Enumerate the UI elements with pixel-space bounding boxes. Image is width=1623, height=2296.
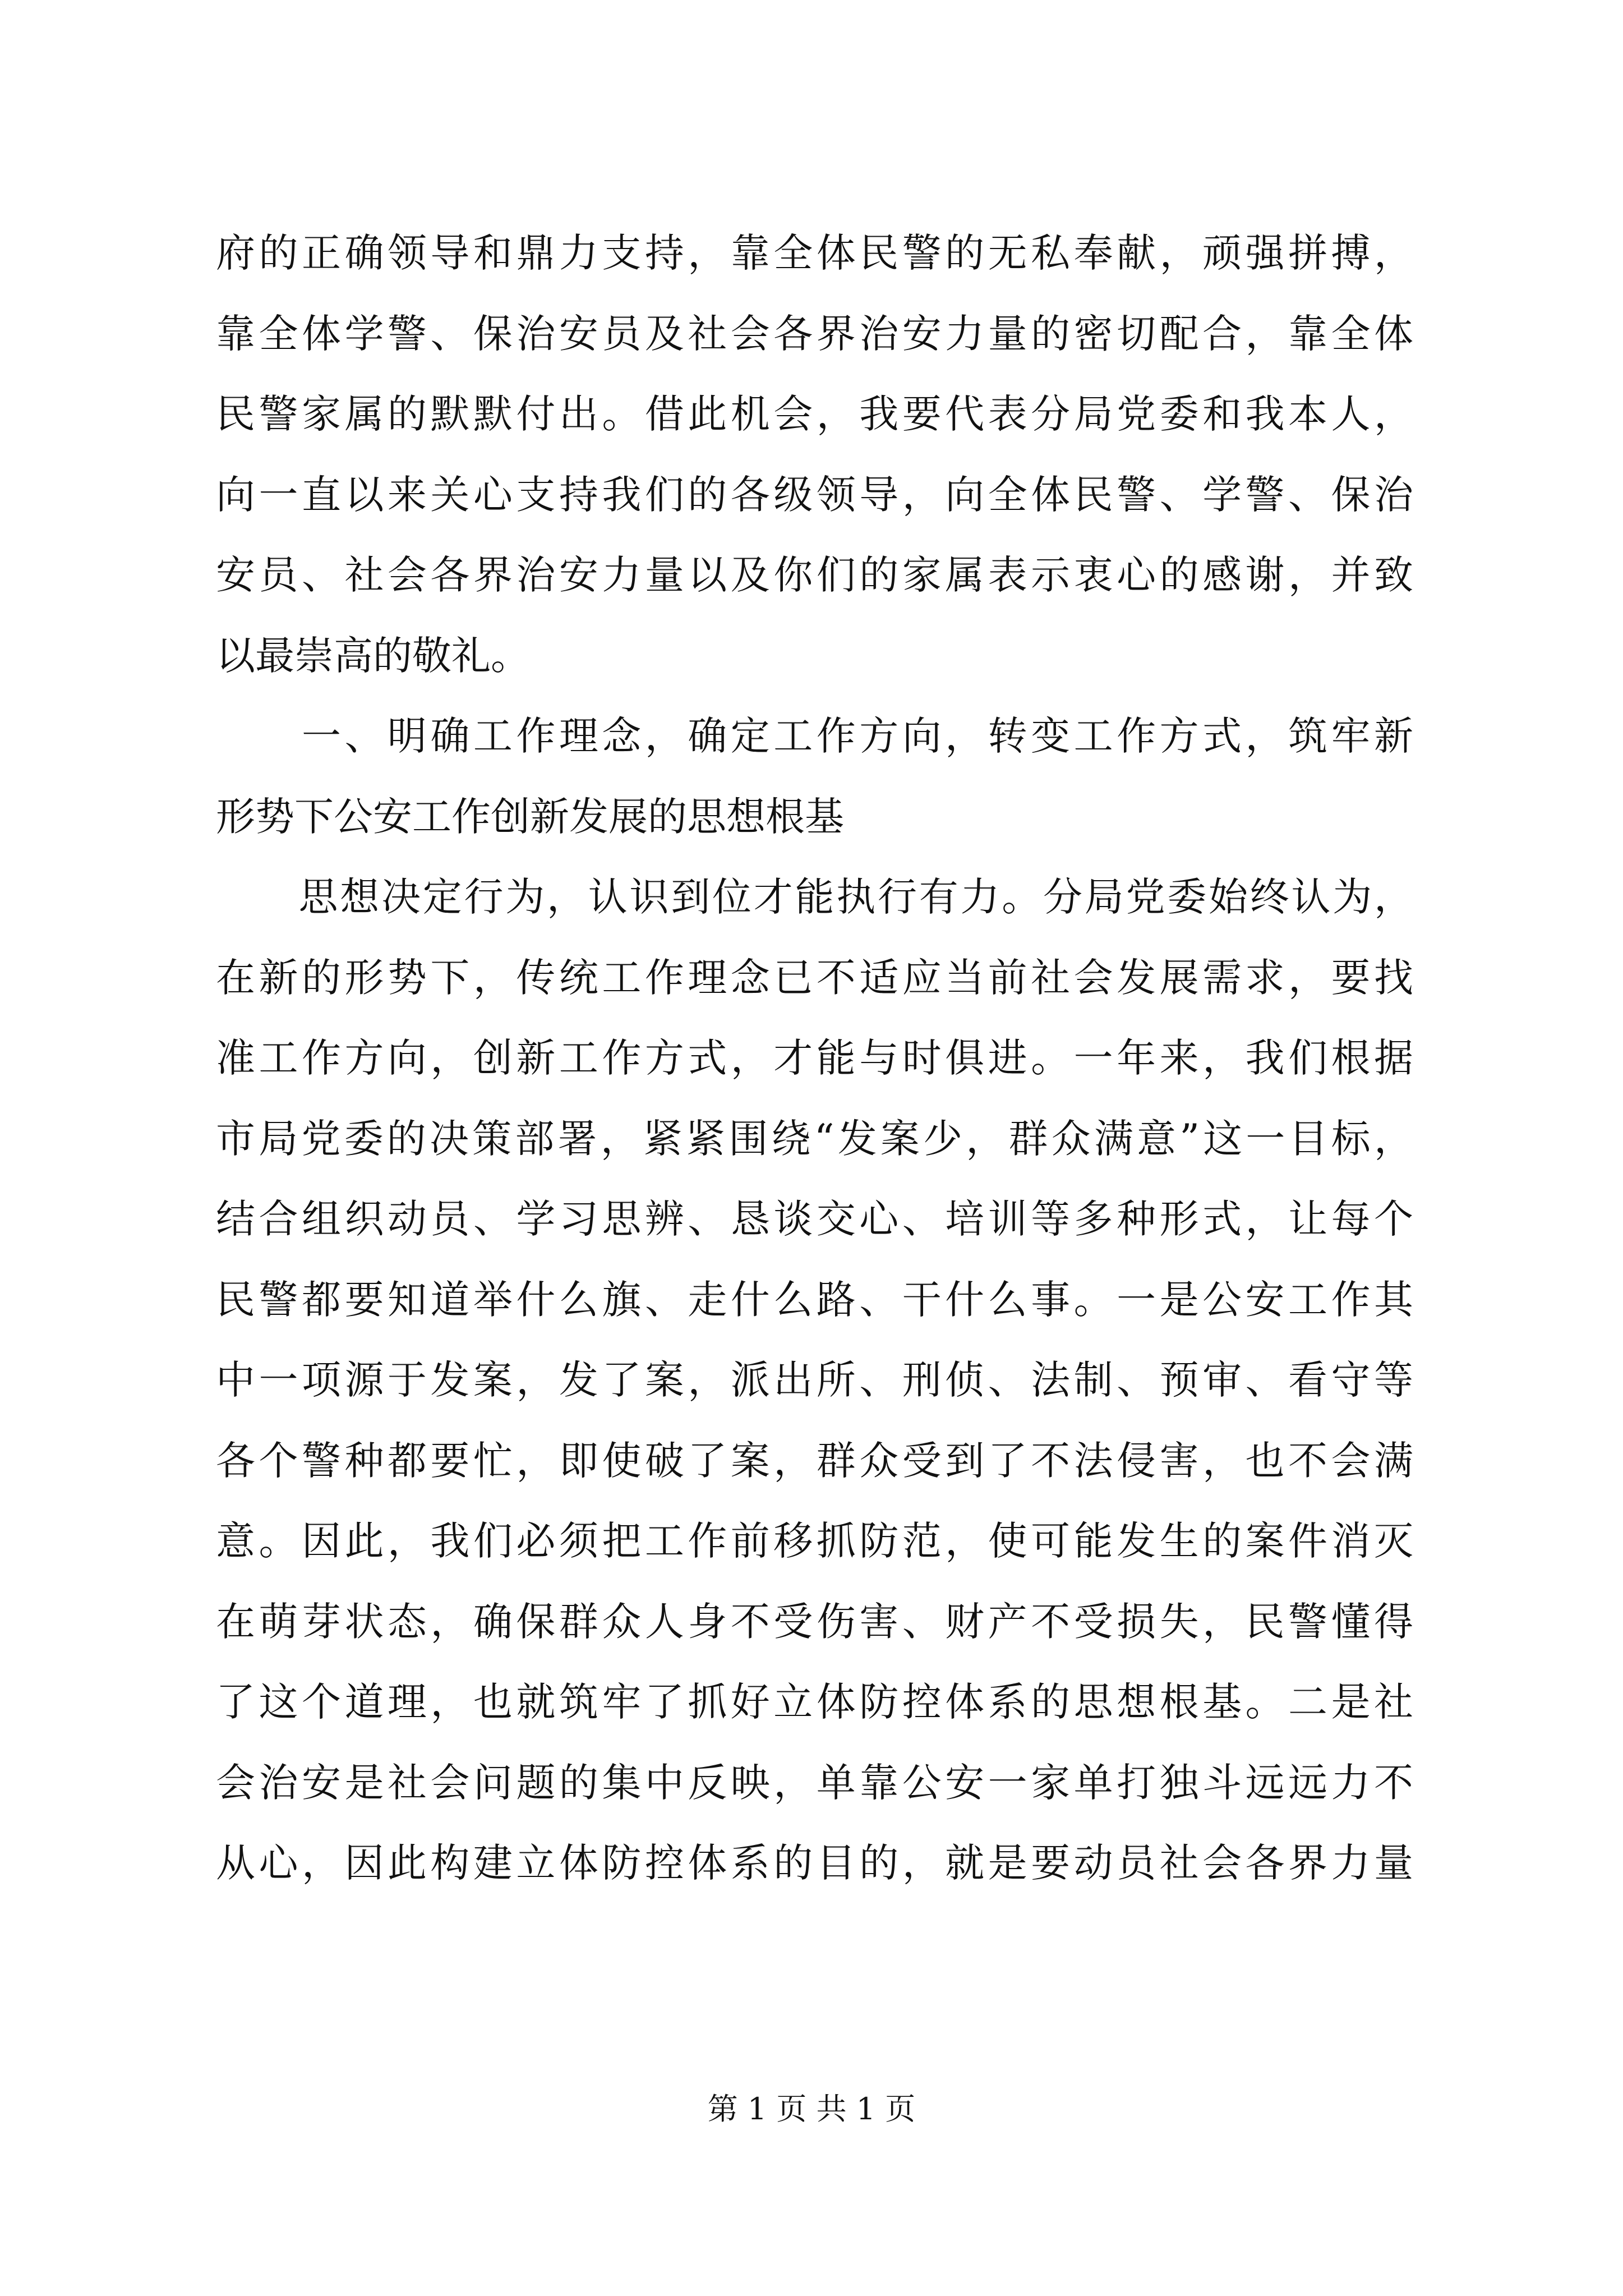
text-line: 民警家属的默默付出。借此机会，我要代表分局党委和我本人， (216, 391, 1413, 437)
text-line: 思想决定行为，认识到位才能执行有力。分局党委始终认为， (216, 874, 1413, 920)
text-line: 从心，因此构建立体防控体系的目的，就是要动员社会各界力量 (216, 1840, 1413, 1886)
section-heading-line: 一、明确工作理念，确定工作方向，转变工作方式，筑牢新 (216, 713, 1413, 759)
text-line: 中一项源于发案，发了案，派出所、刑侦、法制、预审、看守等 (216, 1357, 1413, 1403)
text-line: 了这个道理，也就筑牢了抓好立体防控体系的思想根基。二是社 (216, 1679, 1413, 1725)
text-line: 结合组织动员、学习思辨、恳谈交心、培训等多种形式，让每个 (216, 1196, 1413, 1242)
text-line: 府的正确领导和鼎力支持，靠全体民警的无私奉献，顽强拼搏， (216, 230, 1413, 276)
document-body (216, 213, 1413, 1904)
text-line: 以最崇高的敬礼。 (216, 632, 530, 679)
text-line: 市局党委的决策部署，紧紧围绕“发案少，群众满意”这一目标， (216, 1115, 1413, 1162)
text-line: 会治安是社会问题的集中反映，单靠公安一家单打独斗远远力不 (216, 1759, 1413, 1806)
text-line: 向一直以来关心支持我们的各级领导，向全体民警、学警、保治 (216, 471, 1413, 518)
text-line: 民警都要知道举什么旗、走什么路、干什么事。一是公安工作其 (216, 1276, 1413, 1323)
text-line: 准工作方向，创新工作方式，才能与时俱进。一年来，我们根据 (216, 1035, 1413, 1081)
text-line: 意。因此，我们必须把工作前移抓防范，使可能发生的案件消灭 (216, 1518, 1413, 1564)
page-footer (0, 2087, 1623, 2132)
page-indicator: 第 1 页 共 1 页 (707, 2091, 916, 2127)
text-line: 安员、社会各界治安力量以及你们的家属表示衷心的感谢，并致 (216, 552, 1413, 598)
text-line: 在新的形势下，传统工作理念已不适应当前社会发展需求，要找 (216, 954, 1413, 1001)
section-heading-line: 形势下公安工作创新发展的思想根基 (216, 793, 844, 840)
text-line: 各个警种都要忙，即使破了案，群众受到了不法侵害，也不会满 (216, 1437, 1413, 1484)
text-line: 在萌芽状态，确保群众人身不受伤害、财产不受损失，民警懂得 (216, 1598, 1413, 1645)
text-line: 靠全体学警、保治安员及社会各界治安力量的密切配合，靠全体 (216, 310, 1413, 357)
